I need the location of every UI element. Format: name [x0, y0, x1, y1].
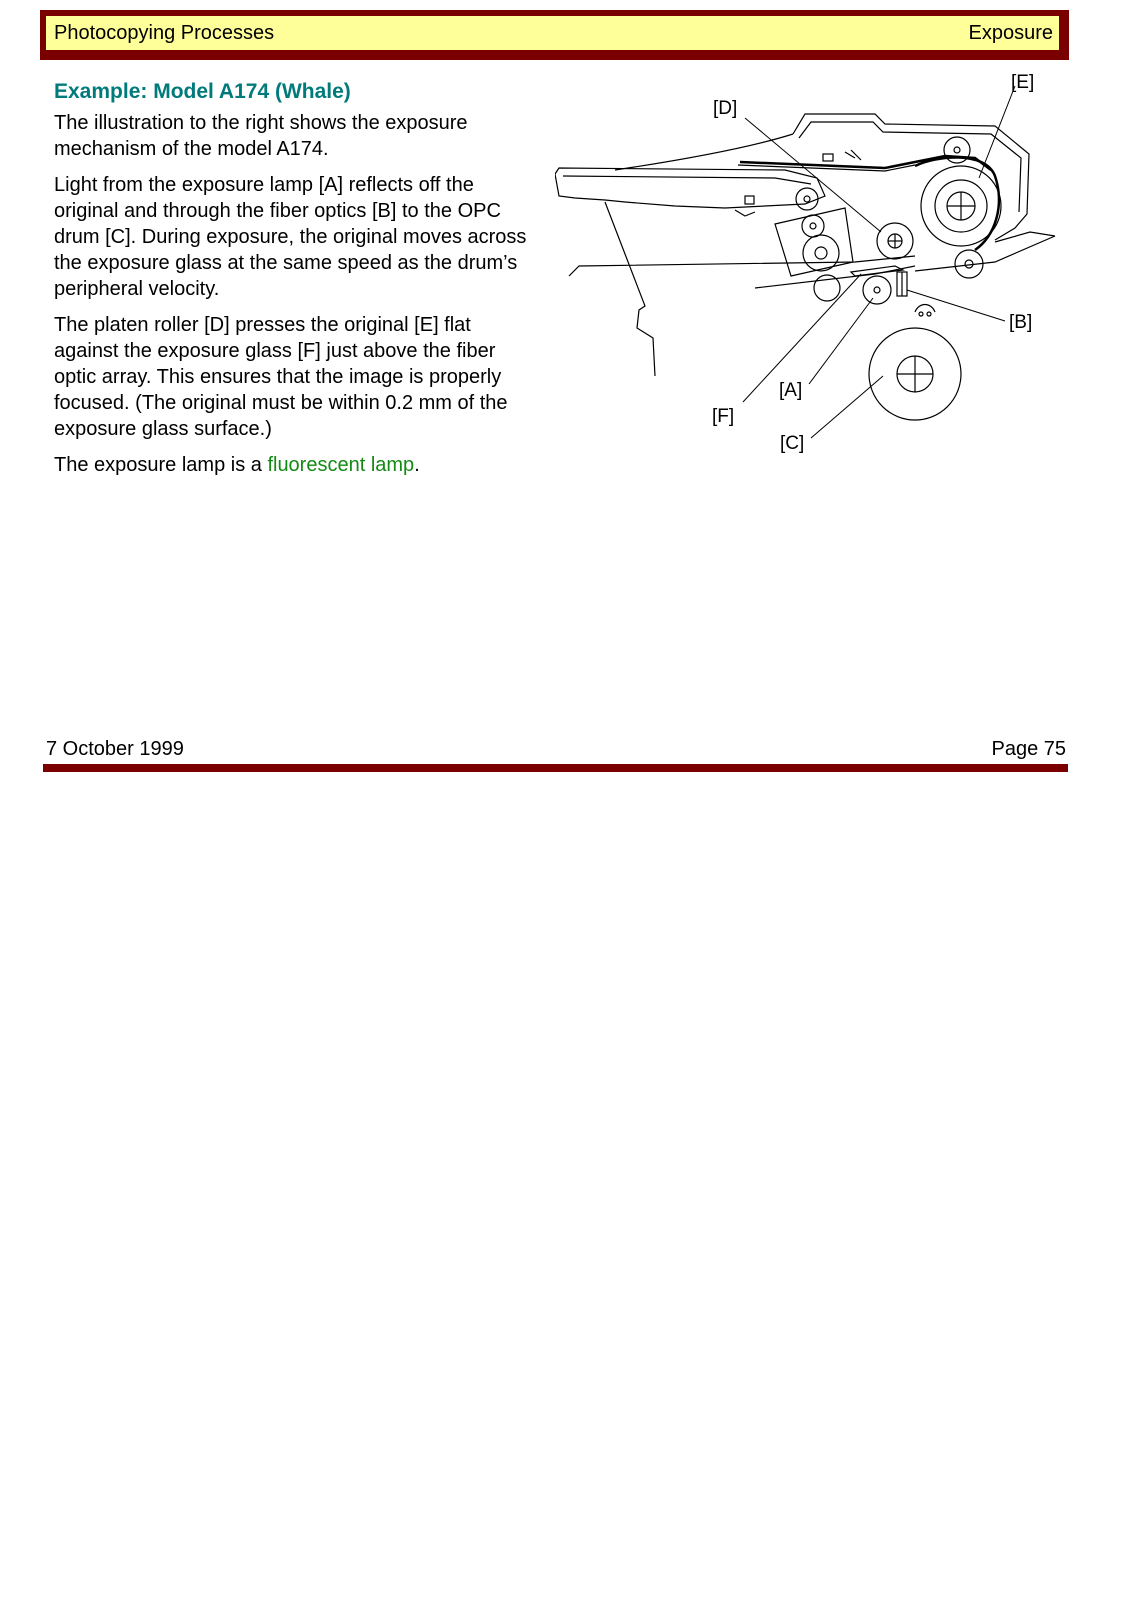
paragraph-4-suffix: . [414, 454, 420, 476]
paragraph-1: The illustration to the right shows the exposure mechanism of the model A174. [54, 112, 468, 160]
charge-corona-pin-1 [919, 312, 923, 316]
leader-a [809, 298, 873, 384]
exposure-mechanism-diagram [555, 66, 1065, 466]
footer-date: 7 October 1999 [46, 738, 184, 760]
paragraph-2: Light from the exposure lamp [A] reflects off the original and through the fiber optics [B] to the OPC drum [C]. During exposure, the original moves across the exposure glass at the same speed as the drum’s peripheral velocity. [54, 174, 527, 300]
exposure-glass [851, 266, 903, 276]
tray-inner-edge [563, 176, 811, 184]
charge-corona-pin-2 [927, 312, 931, 316]
gear-2-hub [810, 223, 816, 229]
page-header [40, 10, 1069, 60]
paragraph-4 [54, 452, 534, 478]
label-f: [F] [712, 406, 735, 427]
small-part-4 [845, 150, 861, 160]
gear-bracket [775, 208, 853, 276]
section-title: Photocopying Processes [54, 21, 275, 44]
label-a: [A] [779, 380, 803, 401]
gear-3 [803, 235, 839, 271]
leader-e [979, 86, 1015, 178]
cover-curve [615, 134, 793, 170]
small-part-3 [735, 210, 755, 216]
example-heading: Example: Model A174 (Whale) [54, 80, 351, 103]
small-part-2 [745, 196, 754, 204]
leader-c [811, 376, 883, 438]
gear-1-hub [804, 196, 810, 202]
page-footer [46, 738, 1066, 761]
paragraph-4-prefix: The exposure lamp is a [54, 454, 268, 476]
paragraph-3: The platen roller [D] presses the original [E] flat against the exposure glass [F] just above the fiber optic array. This ensures that the image is properly focused. (The original must be within 0.2 mm of the exposure glass surface.) [54, 314, 508, 440]
header-band [46, 16, 1059, 50]
label-c: [C] [780, 433, 805, 454]
exposure-lamp [863, 276, 891, 304]
upper-small-roller-hub [954, 147, 960, 153]
charge-corona [915, 305, 935, 313]
label-d: [D] [713, 98, 738, 119]
main-content [54, 80, 534, 488]
exposure-lamp-center [874, 287, 880, 293]
lower-guide [755, 266, 915, 288]
exit-roller-hub [965, 260, 973, 268]
footer-rule [43, 764, 1068, 772]
small-part-1 [823, 154, 833, 161]
exposure-glass-guide [569, 256, 915, 276]
label-b: [B] [1009, 312, 1033, 333]
fluorescent-lamp-link[interactable]: fluorescent lamp [267, 454, 415, 476]
footer-page-number: Page 75 [991, 738, 1066, 760]
upper-small-roller [944, 137, 970, 163]
topic-title: Exposure [968, 21, 1053, 44]
label-e: [E] [1011, 72, 1035, 93]
left-housing [605, 202, 655, 376]
gear-1 [796, 188, 818, 210]
diagram-svg [555, 66, 1065, 466]
document-tray [555, 168, 825, 208]
gear-2 [802, 215, 824, 237]
gear-3-hub [815, 247, 827, 259]
